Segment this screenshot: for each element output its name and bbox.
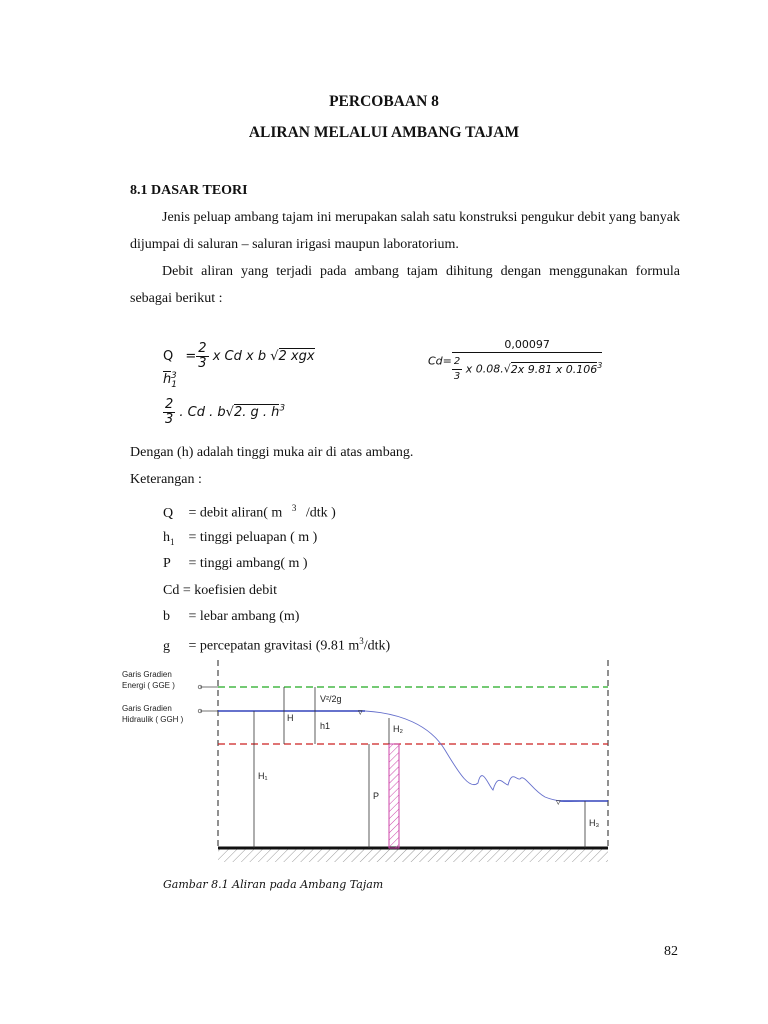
formula-cd-lhs: Cd= (428, 354, 452, 368)
page-title: ALIRAN MELALUI AMBANG TAJAM (248, 124, 520, 141)
legend-desc: = debit aliran( m (188, 505, 283, 521)
legend-desc: = tinggi peluapan ( m ) (188, 530, 318, 545)
formula-q-root: 2 xgx h (163, 349, 315, 388)
formula-cd-frac-num: 2 (452, 355, 462, 370)
legend-row-h1 (163, 530, 317, 547)
formula-simple-fraction (163, 398, 175, 427)
water-marker-icon: ▿ (556, 797, 561, 807)
ggh-label-line1: Garis Gradien (122, 704, 172, 713)
label-H: H (287, 713, 294, 723)
legend-title: Keterangan : (130, 472, 202, 487)
formula-cd-fraction: 0,00097 $\frac{2}{3}$ x 0.08.√2x 9.81 x 0.106$^3$ (453, 338, 603, 382)
legend-row-p (163, 556, 308, 572)
label-H1-total: H₁ (258, 771, 268, 781)
legend-row-cd (163, 583, 277, 599)
formula-cd-frac-den: 3 (453, 371, 461, 382)
label-P: P (373, 791, 380, 801)
legend-desc: = lebar ambang (m) (188, 609, 300, 624)
channel-bed-hatch (218, 848, 608, 862)
legend-desc2: /dtk ) (305, 505, 336, 521)
definition-sentence: Dengan (h) adalah tinggi muka air di atas ambang. (130, 445, 414, 460)
formula-cd-sup: 3 (597, 360, 603, 370)
formula-simple-frac-num: 2 (165, 397, 174, 412)
section-heading: 8.1 DASAR TEORI (130, 183, 248, 198)
legend-sup: 3 (291, 503, 297, 513)
legend-row-b (163, 609, 299, 625)
legend-desc: = tinggi ambang( m ) (188, 556, 308, 571)
legend-desc: = koefisien debit (182, 583, 278, 598)
legend-sym: g (163, 638, 170, 654)
legend-desc: = percepatan gravitasi (9.81 m (188, 638, 360, 654)
legend-row-g (163, 636, 390, 655)
formula-q-frac-num: 2 (198, 341, 207, 356)
formula-q-sup: 3 (170, 371, 177, 381)
formula-q-sub: 1 (171, 379, 177, 390)
formula-simple-root: 2. g . h (233, 405, 280, 420)
legend-sym: b (163, 609, 170, 624)
formula-q-body: x Cd x b (212, 349, 267, 364)
legend-row-q (163, 503, 336, 522)
formula-simple-sup: 3 (279, 403, 286, 414)
legend-sym: Cd (163, 583, 180, 598)
legend-sym: h (163, 530, 170, 545)
ggh-label-line2: Hidraulik ( GGH ) (122, 715, 184, 724)
formula-q-fraction (196, 342, 208, 371)
formula-q: Q = $\frac{2}{3}$ x Cd x b √2 xgx $h_1^3$ (163, 341, 315, 390)
formula-cd-body: x 0.08. (465, 362, 504, 376)
page-number: 82 (664, 944, 678, 959)
legend-sup: 3 (359, 636, 364, 646)
label-H2: H₂ (393, 724, 403, 734)
legend-sub: 1 (170, 536, 175, 547)
label-v2g: V²/2g (320, 694, 342, 704)
formula-simple: $\frac{2}{3}$ . Cd . b√2. g . $h^3$ (165, 397, 286, 427)
formula-cd-root: 2x 9.81 x 0.106 (510, 362, 598, 376)
legend-sym: P (163, 556, 171, 571)
gge-label-line2: Energi ( GGE ) (122, 681, 175, 690)
weir-flow-diagram (100, 655, 620, 875)
water-marker-icon: ▿ (358, 707, 363, 717)
label-h1: h1 (320, 721, 331, 731)
formula-q-frac-den: 3 (198, 356, 207, 371)
legend-desc2: /dtk) (363, 638, 391, 654)
paragraph-2-text: Debit aliran yang terjadi pada ambang tajam dihitung dengan menggunakan formula sebagai berikut : (130, 264, 680, 306)
paragraph-1-text: Jenis peluap ambang tajam ini merupakan salah satu konstruksi pengukur debit yang banyak dijumpai di saluran – saluran irigasi maupun laboratorium. (130, 210, 680, 252)
formula-simple-frac-den: 3 (165, 412, 174, 427)
formula-q-eq: = (185, 349, 197, 364)
weir-plate (389, 744, 399, 848)
chapter-title: PERCOBAAN 8 (329, 93, 439, 110)
label-H3: H₃ (589, 818, 600, 828)
gge-label-line1: Garis Gradien (122, 670, 172, 679)
formula-cd-numerator: 0,00097 (452, 338, 602, 353)
paragraph-2 (130, 258, 680, 312)
figure-caption: Gambar 8.1 Aliran pada Ambang Tajam (163, 878, 384, 891)
paragraph-1 (130, 204, 680, 258)
formula-simple-body: . Cd . b (179, 405, 226, 420)
legend-sym: Q (163, 505, 174, 521)
formula-cd (428, 338, 602, 384)
formula-q-lhs: Q (163, 349, 174, 364)
